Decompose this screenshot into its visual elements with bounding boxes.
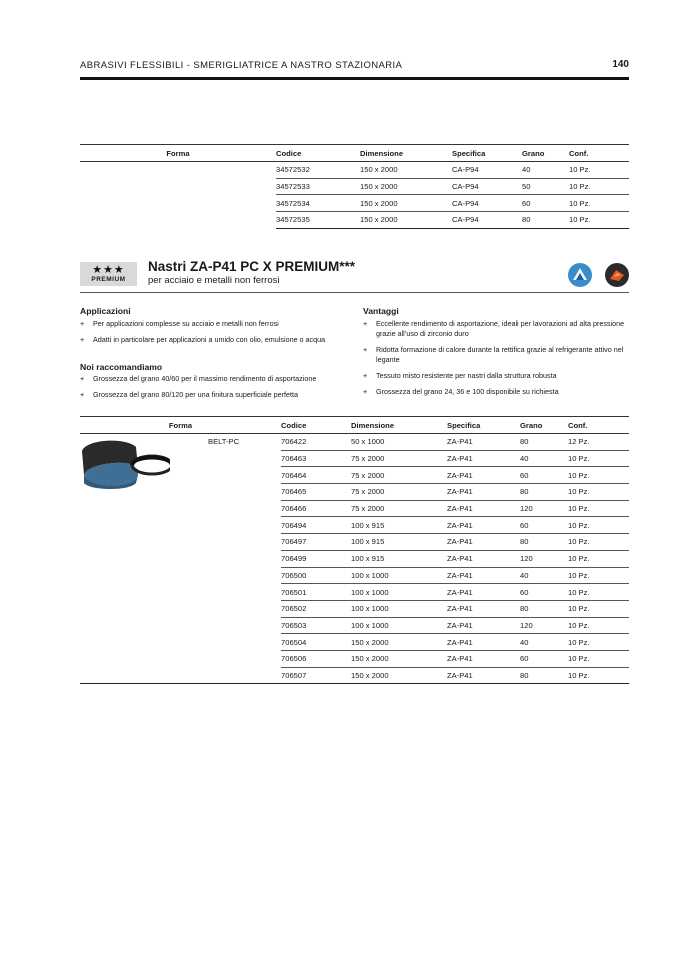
list-item-text: Tessuto misto resistente per nastri dalla struttura robusta [376, 371, 557, 380]
conf-cell: 12 Pz. [568, 434, 629, 451]
codice-cell: 706494 [281, 517, 351, 534]
forma-cell [80, 534, 281, 551]
codice-cell: 706464 [281, 467, 351, 484]
applicazioni-list [80, 319, 350, 351]
table-row [80, 500, 629, 517]
codice-cell: 34572533 [276, 178, 360, 195]
dimensione-cell: 50 x 1000 [351, 434, 447, 451]
specifica-cell: ZA-P41 [447, 650, 520, 667]
dimensione-cell: 150 x 2000 [360, 195, 452, 212]
applicazioni-heading: Applicazioni [80, 306, 131, 316]
table-row [80, 567, 629, 584]
forma-label: BELT-PC [208, 437, 240, 446]
codice-cell: 34572535 [276, 212, 360, 229]
page-header [80, 58, 629, 80]
table-row [80, 178, 629, 195]
grano-cell: 40 [520, 567, 568, 584]
conf-cell: 10 Pz. [568, 584, 629, 601]
plus-icon: + [363, 371, 368, 380]
plus-icon: + [363, 387, 368, 396]
grano-cell: 120 [520, 617, 568, 634]
conf-cell: 10 Pz. [568, 567, 629, 584]
codice-cell: 706506 [281, 650, 351, 667]
grano-cell: 80 [520, 667, 568, 684]
conf-cell: 10 Pz. [568, 484, 629, 501]
forma-cell [80, 650, 281, 667]
conf-cell: 10 Pz. [568, 550, 629, 567]
dimensione-cell: 100 x 1000 [351, 567, 447, 584]
grano-cell: 60 [520, 584, 568, 601]
table-row [80, 162, 629, 179]
forma-cell [80, 212, 276, 229]
list-item-text: Grossezza del grano 24, 36 e 100 disponibile su richiesta [376, 387, 559, 396]
conf-cell: 10 Pz. [568, 500, 629, 517]
table-row [80, 212, 629, 229]
grano-cell: 60 [520, 650, 568, 667]
header-rule [80, 77, 629, 80]
specifica-cell: CA-P94 [452, 195, 522, 212]
col-specifica: Specifica [447, 417, 520, 434]
list-item-text: Eccellente rendimento di asportazione, ideali per lavorazioni ad alta pressione grazie all’uso di zirconio duro [376, 319, 625, 338]
steel-material-icon [568, 263, 592, 287]
specifica-cell: ZA-P41 [447, 634, 520, 651]
list-item [363, 319, 629, 339]
conf-cell: 10 Pz. [569, 195, 629, 212]
dimensione-cell: 150 x 2000 [360, 178, 452, 195]
table-row [80, 534, 629, 551]
grano-cell: 60 [522, 195, 569, 212]
conf-cell: 10 Pz. [569, 178, 629, 195]
product-table-ca-p94 [80, 144, 629, 229]
forma-cell [80, 178, 276, 195]
dimensione-cell: 100 x 915 [351, 534, 447, 551]
plus-icon: + [80, 390, 85, 399]
forma-cell [80, 195, 276, 212]
codice-cell: 706504 [281, 634, 351, 651]
specifica-cell: CA-P94 [452, 178, 522, 195]
list-item-text: Grossezza del grano 40/60 per il massimo rendimento di asportazione [93, 374, 317, 383]
section-title: ABRASIVI FLESSIBILI - SMERIGLIATRICE A NASTRO STAZIONARIA [80, 60, 403, 71]
badge-label: PREMIUM [91, 276, 126, 283]
specifica-cell: ZA-P41 [447, 600, 520, 617]
forma-cell [80, 517, 281, 534]
list-item [80, 335, 350, 345]
noi-raccomandiamo-heading: Noi raccomandiamo [80, 362, 163, 372]
codice-cell: 706503 [281, 617, 351, 634]
plus-icon: + [80, 374, 85, 383]
col-specifica: Specifica [452, 145, 522, 162]
forma-cell [80, 500, 281, 517]
list-item-text: Per applicazioni complesse su acciaio e metalli non ferrosi [93, 319, 279, 328]
grano-cell: 60 [520, 517, 568, 534]
list-item [80, 319, 350, 329]
specifica-cell: ZA-P41 [447, 450, 520, 467]
grano-cell: 80 [520, 484, 568, 501]
specifica-cell: ZA-P41 [447, 550, 520, 567]
col-conf: Conf. [569, 145, 629, 162]
belt-product-image [80, 435, 170, 490]
col-forma: Forma [80, 417, 281, 434]
forma-cell [80, 567, 281, 584]
dimensione-cell: 150 x 2000 [360, 162, 452, 179]
conf-cell: 10 Pz. [568, 600, 629, 617]
codice-cell: 706465 [281, 484, 351, 501]
specifica-cell: CA-P94 [452, 212, 522, 229]
conf-cell: 10 Pz. [568, 650, 629, 667]
specifica-cell: CA-P94 [452, 162, 522, 179]
col-grano: Grano [520, 417, 568, 434]
conf-cell: 10 Pz. [568, 534, 629, 551]
dimensione-cell: 100 x 1000 [351, 600, 447, 617]
dimensione-cell: 150 x 2000 [351, 667, 447, 684]
col-forma: Forma [80, 145, 276, 162]
codice-cell: 706497 [281, 534, 351, 551]
grano-cell: 80 [522, 212, 569, 229]
dimensione-cell: 75 x 2000 [351, 467, 447, 484]
conf-cell: 10 Pz. [568, 634, 629, 651]
plus-icon: + [363, 345, 368, 354]
grano-cell: 50 [522, 178, 569, 195]
forma-cell [80, 162, 276, 179]
dimensione-cell: 150 x 2000 [351, 650, 447, 667]
table-row [80, 550, 629, 567]
specifica-cell: ZA-P41 [447, 484, 520, 501]
grano-cell: 80 [520, 534, 568, 551]
table-row [80, 650, 629, 667]
codice-cell: 706463 [281, 450, 351, 467]
conf-cell: 10 Pz. [568, 617, 629, 634]
dimensione-cell: 150 x 2000 [351, 634, 447, 651]
forma-cell [80, 667, 281, 684]
grano-cell: 60 [520, 467, 568, 484]
list-item-text: Ridotta formazione di calore durante la rettifica grazie al refrigerante attivo nel legante [376, 345, 624, 364]
product-subtitle: per acciaio e metalli non ferrosi [148, 275, 280, 286]
specifica-cell: ZA-P41 [447, 567, 520, 584]
specifica-cell: ZA-P41 [447, 617, 520, 634]
dimensione-cell: 150 x 2000 [360, 212, 452, 229]
product-title: Nastri ZA-P41 PC X PREMIUM*** [148, 259, 356, 274]
forma-cell [80, 617, 281, 634]
specifica-cell: ZA-P41 [447, 434, 520, 451]
col-conf: Conf. [568, 417, 629, 434]
codice-cell: 706507 [281, 667, 351, 684]
plus-icon: + [80, 335, 85, 344]
conf-cell: 10 Pz. [568, 667, 629, 684]
dimensione-cell: 100 x 1000 [351, 584, 447, 601]
specifica-cell: ZA-P41 [447, 517, 520, 534]
codice-cell: 34572534 [276, 195, 360, 212]
grano-cell: 80 [520, 434, 568, 451]
conf-cell: 10 Pz. [568, 517, 629, 534]
dimensione-cell: 75 x 2000 [351, 500, 447, 517]
non-ferrous-metal-icon [605, 263, 629, 287]
raccomandiamo-list [80, 374, 355, 406]
specifica-cell: ZA-P41 [447, 467, 520, 484]
grano-cell: 120 [520, 500, 568, 517]
codice-cell: 706500 [281, 567, 351, 584]
forma-cell [80, 584, 281, 601]
specifica-cell: ZA-P41 [447, 584, 520, 601]
conf-cell: 10 Pz. [568, 467, 629, 484]
list-item [363, 371, 629, 381]
col-dimensione: Dimensione [351, 417, 447, 434]
specifica-cell: ZA-P41 [447, 667, 520, 684]
specifica-cell: ZA-P41 [447, 534, 520, 551]
plus-icon: + [80, 319, 85, 328]
col-codice: Codice [276, 145, 360, 162]
premium-badge [80, 262, 137, 286]
dimensione-cell: 75 x 2000 [351, 450, 447, 467]
grano-cell: 120 [520, 550, 568, 567]
list-item-text: Adatti in particolare per applicazioni a umido con olio, emulsione o acqua [93, 335, 326, 344]
dimensione-cell: 75 x 2000 [351, 484, 447, 501]
codice-cell: 706466 [281, 500, 351, 517]
forma-cell [80, 634, 281, 651]
list-item [80, 390, 355, 400]
conf-cell: 10 Pz. [568, 450, 629, 467]
list-item [363, 387, 629, 397]
codice-cell: 706502 [281, 600, 351, 617]
codice-cell: 706501 [281, 584, 351, 601]
dimensione-cell: 100 x 1000 [351, 617, 447, 634]
table-row [80, 667, 629, 684]
section-divider [80, 292, 629, 293]
dimensione-cell: 100 x 915 [351, 550, 447, 567]
grano-cell: 40 [522, 162, 569, 179]
codice-cell: 706499 [281, 550, 351, 567]
vantaggi-heading: Vantaggi [363, 306, 399, 316]
table-row [80, 584, 629, 601]
table-row [80, 600, 629, 617]
codice-cell: 34572532 [276, 162, 360, 179]
specifica-cell: ZA-P41 [447, 500, 520, 517]
forma-cell [80, 550, 281, 567]
table-row [80, 195, 629, 212]
list-item-text: Grossezza del grano 80/120 per una finitura superficiale perfetta [93, 390, 298, 399]
col-codice: Codice [281, 417, 351, 434]
grano-cell: 80 [520, 600, 568, 617]
list-item [363, 345, 629, 365]
table-row [80, 634, 629, 651]
col-dimensione: Dimensione [360, 145, 452, 162]
forma-cell [80, 600, 281, 617]
dimensione-cell: 100 x 915 [351, 517, 447, 534]
table-header-row [80, 145, 629, 162]
col-grano: Grano [522, 145, 569, 162]
grano-cell: 40 [520, 450, 568, 467]
codice-cell: 706422 [281, 434, 351, 451]
vantaggi-list [363, 319, 629, 403]
table-row [80, 617, 629, 634]
page-number: 140 [612, 59, 629, 70]
table-row [80, 517, 629, 534]
plus-icon: + [363, 319, 368, 328]
stars-icon: ★★★ [92, 264, 125, 276]
conf-cell: 10 Pz. [569, 162, 629, 179]
conf-cell: 10 Pz. [569, 212, 629, 229]
list-item [80, 374, 355, 384]
grano-cell: 40 [520, 634, 568, 651]
table-header-row [80, 417, 629, 434]
